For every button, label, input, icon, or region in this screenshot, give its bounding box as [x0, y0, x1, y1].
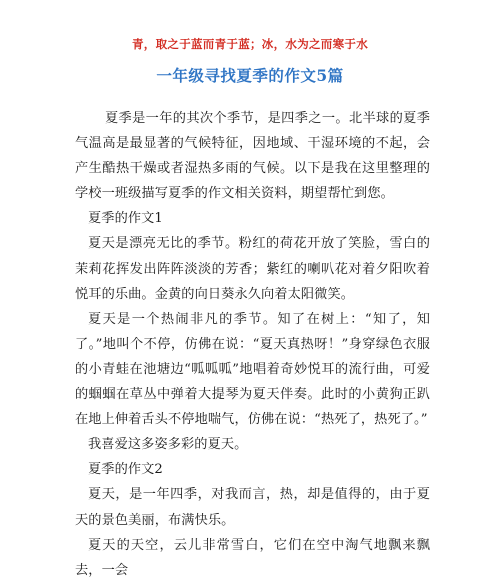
body-paragraph: 夏天的天空，云儿非常雪白，它们在空中淘气地飘来飘去，一会: [75, 537, 430, 578]
section-heading-1: 夏季的作文1: [88, 211, 163, 227]
article-title: 一年级寻找夏季的作文5篇: [156, 66, 344, 85]
body-paragraph: 夏天是一个热闹非凡的季节。知了在树上：“知了，知了。”地叫个不停，仿佛在说：“夏天真热呀！”身穿绿色衣服的小青蛙在池塘边“呱呱呱”地唱着奇妙悦耳的流行曲，可爱的蝈蝈在草丛中弹着大提琴为夏天伴奏。此时的小黄狗正趴在地上伸着舌头不停地喘气，仿佛在说：“热死了，热死了。”: [75, 311, 430, 428]
body-paragraph: 夏天是漂亮无比的季节。粉红的荷花开放了笑脸，雪白的茉莉花挥发出阵阵淡淡的芳香；紫红的喇叭花对着夕阳吹着悦耳的乐曲。金黄的向日葵永久向着太阳微笑。: [75, 236, 430, 302]
article-body: [75, 106, 430, 583]
section-heading-2: 夏季的作文2: [88, 462, 163, 478]
body-paragraph: 我喜爱这多姿多彩的夏天。: [88, 437, 248, 453]
intro-paragraph: 夏季是一年的其次个季节，是四季之一。北半球的夏季气温高是最显著的气候特征，因地域、干湿环境的不起，会产生酷热干燥或者湿热多雨的气候。以下是我在这里整理的学校一班级描写夏季的作文相关资料，期望帮忙到您。: [75, 111, 430, 202]
body-paragraph: 夏天，是一年四季，对我而言，热，却是值得的，由于夏天的景色美丽，布满快乐。: [75, 487, 430, 528]
header-motto: 青，取之于蓝而青于蓝；冰，水为之而寒于水: [132, 37, 368, 51]
